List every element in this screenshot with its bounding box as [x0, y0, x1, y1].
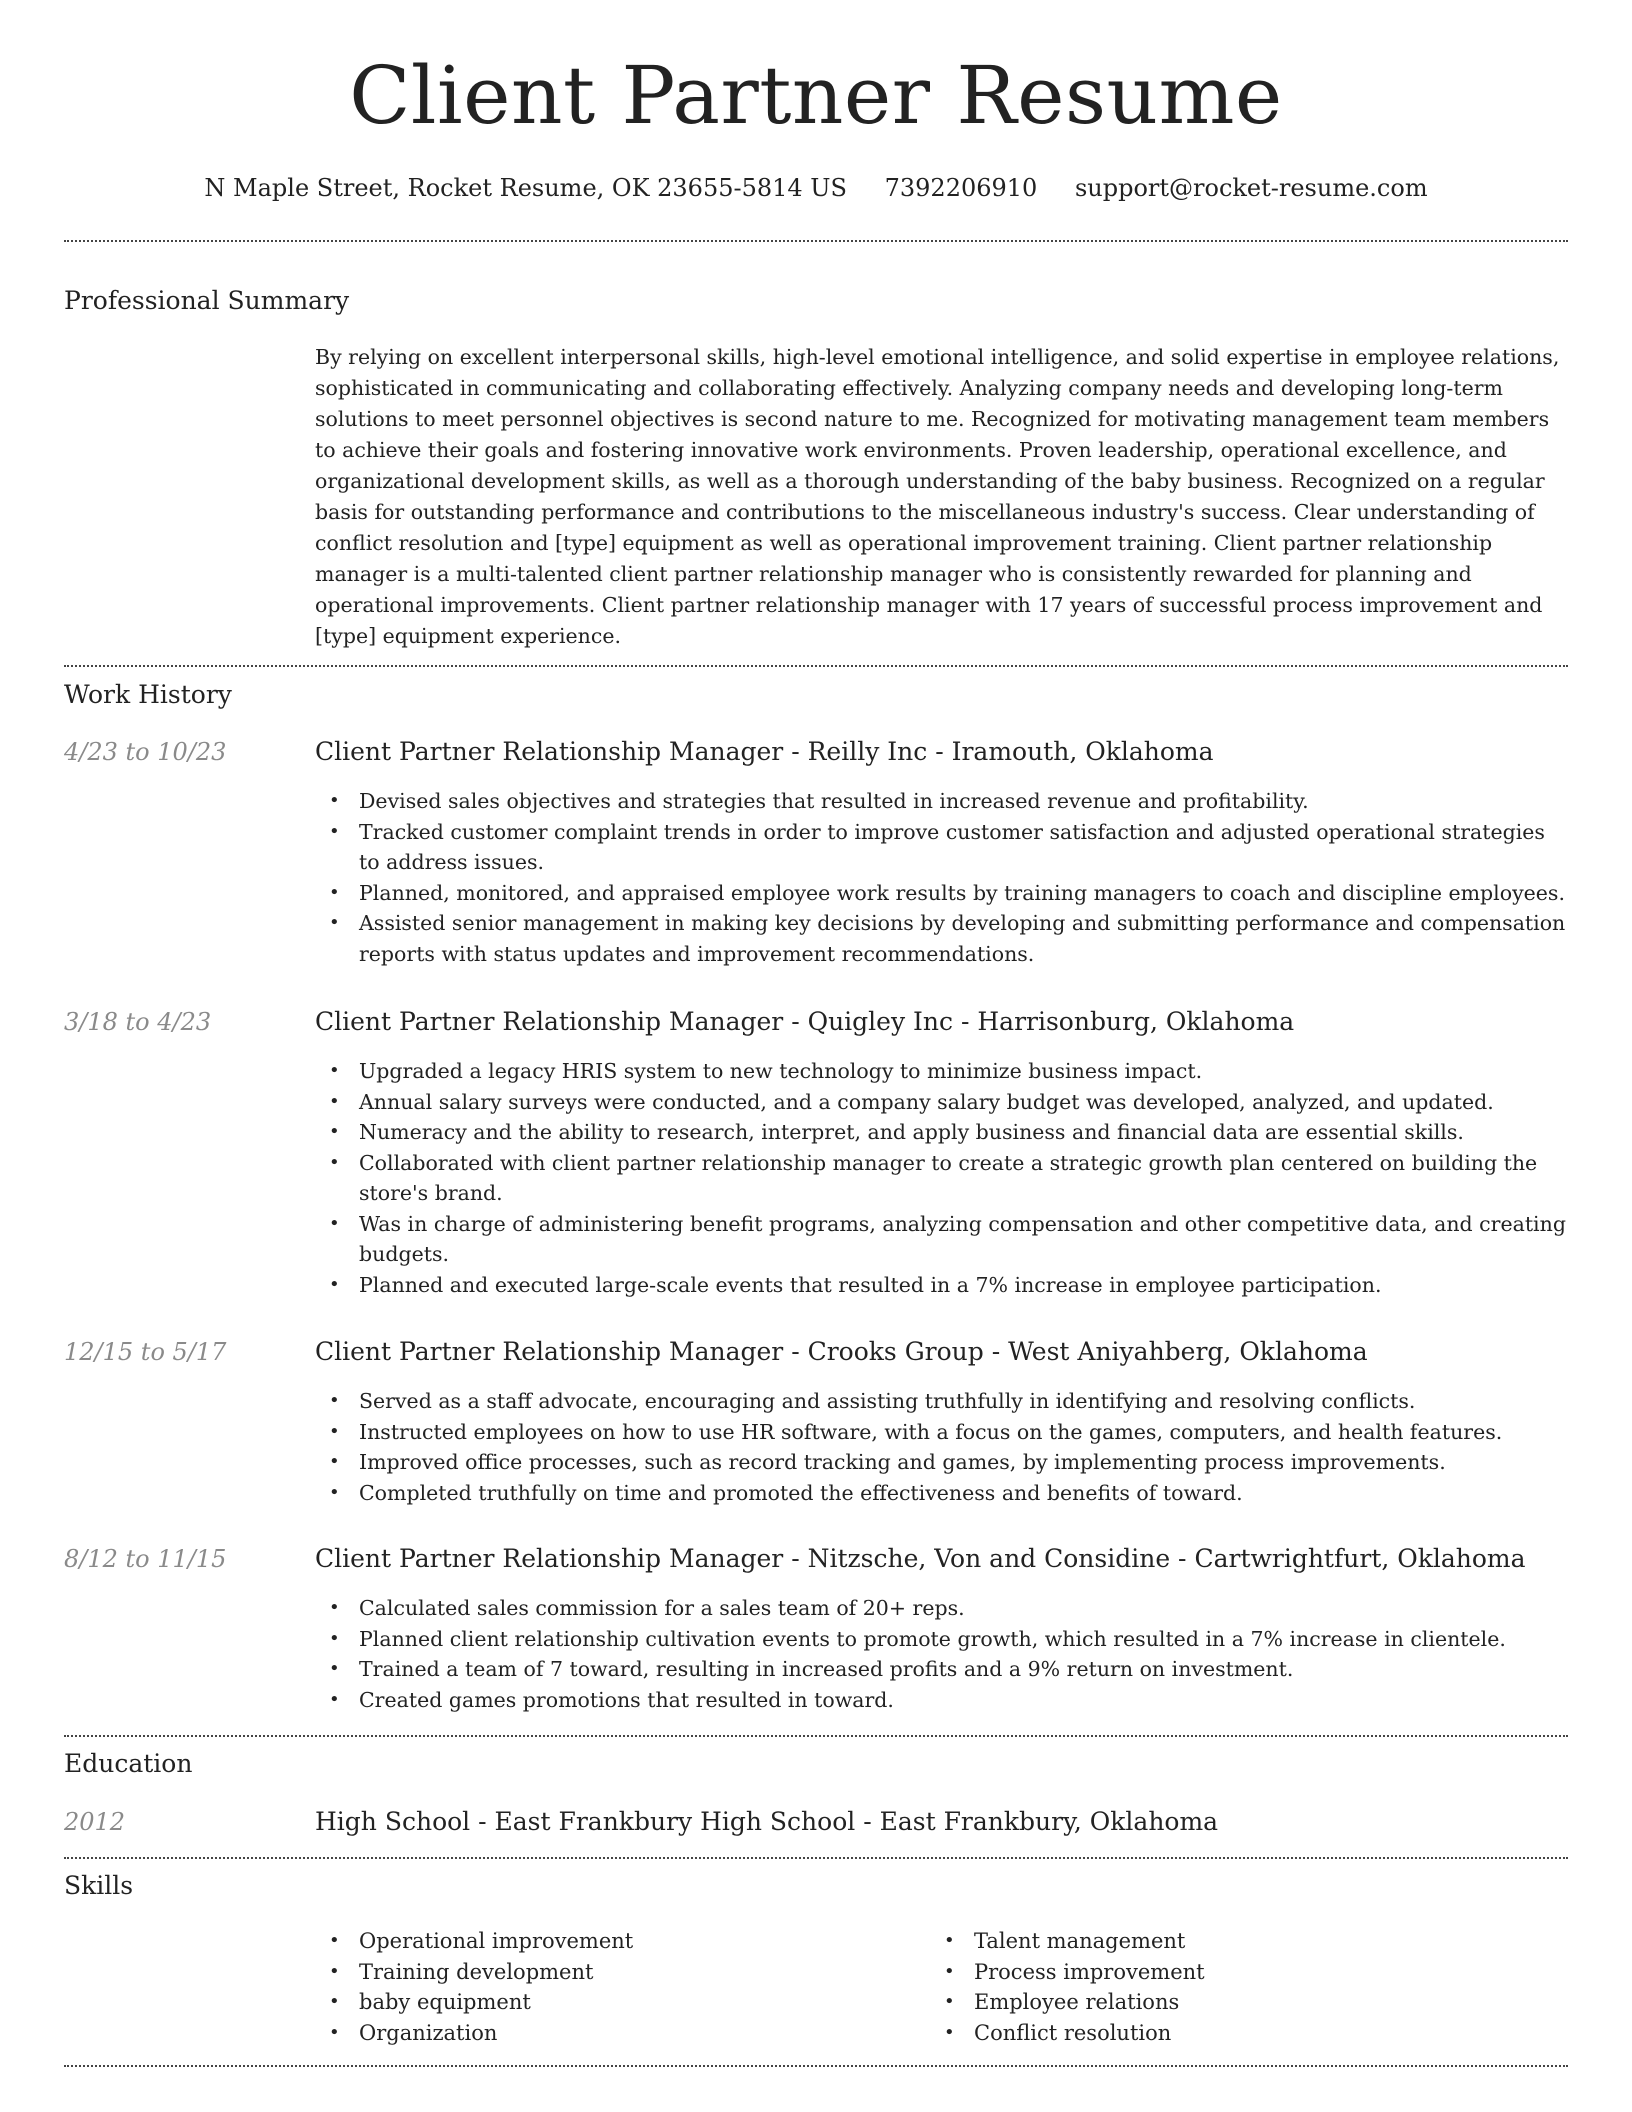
- job-title: Client Partner Relationship Manager - Reilly Inc - Iramouth, Oklahoma: [315, 737, 1214, 766]
- job-bullet: • Planned and executed large-scale events that resulted in a 7% increase in employee participation.: [315, 1270, 1570, 1301]
- job-bullet: • Instructed employees on how to use HR software, with a focus on the games, computers, and health features.: [315, 1417, 1570, 1448]
- job-bullet: • Tracked customer complaint trends in order to improve customer satisfaction and adjusted operational strategies to address issues.: [315, 817, 1570, 878]
- job-dates: 12/15 to 5/17: [64, 1338, 227, 1366]
- contact-email: support@rocket-resume.com: [1074, 174, 1428, 202]
- job-bullets: [315, 1593, 1570, 1715]
- job-bullet: • Assisted senior management in making key decisions by developing and submitting performance and compensation reports with status updates and improvement recommendations.: [315, 908, 1570, 969]
- divider: [64, 1857, 1568, 1859]
- job-bullet: • Annual salary surveys were conducted, and a company salary budget was developed, analyzed, and updated.: [315, 1087, 1570, 1118]
- section-title-skills: Skills: [64, 1871, 134, 1900]
- skills-list-left: [315, 1926, 815, 2048]
- job-bullets: [315, 1056, 1570, 1300]
- skill-item: • Operational improvement: [315, 1926, 815, 1957]
- job-bullets: [315, 1386, 1570, 1508]
- job-bullet: • Improved office processes, such as record tracking and games, by implementing process improvements.: [315, 1447, 1570, 1478]
- education-entry: High School - East Frankbury High School - East Frankbury, Oklahoma: [315, 1807, 1219, 1836]
- job-dates: 8/12 to 11/15: [64, 1545, 227, 1573]
- job-dates: 3/18 to 4/23: [64, 1008, 212, 1036]
- divider: [64, 665, 1568, 667]
- divider: [64, 2065, 1568, 2067]
- job-bullet: • Calculated sales commission for a sales team of 20+ reps.: [315, 1593, 1570, 1624]
- skills-list-right: [930, 1926, 1430, 2048]
- skill-item: • Organization: [315, 2018, 815, 2049]
- job-bullet: • Planned, monitored, and appraised employee work results by training managers to coach and discipline employees.: [315, 878, 1570, 909]
- job-bullet: • Created games promotions that resulted in toward.: [315, 1685, 1570, 1716]
- job-title: Client Partner Relationship Manager - Quigley Inc - Harrisonburg, Oklahoma: [315, 1007, 1295, 1036]
- skill-item: • baby equipment: [315, 1987, 815, 2018]
- job-bullet: • Planned client relationship cultivation events to promote growth, which resulted in a 7% increase in clientele.: [315, 1624, 1570, 1655]
- job-bullet: • Trained a team of 7 toward, resulting in increased profits and a 9% return on investment.: [315, 1654, 1570, 1685]
- education-year: 2012: [64, 1808, 126, 1836]
- job-dates: 4/23 to 10/23: [64, 738, 227, 766]
- divider: [64, 240, 1568, 242]
- job-bullet: • Numeracy and the ability to research, interpret, and apply business and financial data are essential skills.: [315, 1117, 1570, 1148]
- resume-title: Client Partner Resume: [349, 49, 1283, 142]
- job-bullet: • Served as a staff advocate, encouraging and assisting truthfully in identifying and resolving conflicts.: [315, 1386, 1570, 1417]
- job-bullets: [315, 786, 1570, 969]
- skill-item: • Training development: [315, 1957, 815, 1988]
- skill-item: • Employee relations: [930, 1987, 1430, 2018]
- job-bullet: • Upgraded a legacy HRIS system to new technology to minimize business impact.: [315, 1056, 1570, 1087]
- skill-item: • Process improvement: [930, 1957, 1430, 1988]
- job-bullet: • Devised sales objectives and strategies that resulted in increased revenue and profitability.: [315, 786, 1570, 817]
- section-title-work-history: Work History: [64, 680, 232, 709]
- job-title: Client Partner Relationship Manager - Crooks Group - West Aniyahberg, Oklahoma: [315, 1337, 1368, 1366]
- job-title: Client Partner Relationship Manager - Nitzsche, Von and Considine - Cartwrightfurt, Oklahoma: [315, 1544, 1526, 1573]
- skill-item: • Conflict resolution: [930, 2018, 1430, 2049]
- section-title-education: Education: [64, 1749, 193, 1778]
- job-bullet: • Was in charge of administering benefit programs, analyzing compensation and other competitive data, and creating budgets.: [315, 1209, 1570, 1270]
- section-title-summary: Professional Summary: [64, 286, 350, 315]
- contact-phone: 7392206910: [884, 174, 1038, 202]
- summary-text: By relying on excellent interpersonal skills, high-level emotional intelligence, and solid expertise in employee relations, sophisticated in communicating and collaborating effectively. Analyzing company needs and developing long-term solutions to meet personnel objectives is second nature to me. Recognized for motivating management team members to achieve their goals and fostering innovative work environments. Proven leadership, operational excellence, and organizational development skills, as well as a thorough understanding of the baby business. Recognized on a regular basis for outstanding performance and contributions to the miscellaneous industry's success. Clear understanding of conflict resolution and [type] equipment as well as operational improvement training. Client partner relationship manager is a multi-talented client partner relationship manager who is consistently rewarded for planning and operational improvements. Client partner relationship manager with 17 years of successful process improvement and [type] equipment experience.: [315, 345, 1560, 648]
- divider: [64, 1735, 1568, 1737]
- job-bullet: • Collaborated with client partner relationship manager to create a strategic growth plan centered on building the store's brand.: [315, 1148, 1570, 1209]
- job-bullet: • Completed truthfully on time and promoted the effectiveness and benefits of toward.: [315, 1478, 1570, 1509]
- contact-line: [0, 172, 1632, 204]
- skill-item: • Talent management: [930, 1926, 1430, 1957]
- contact-address: N Maple Street, Rocket Resume, OK 23655-5814 US: [204, 174, 847, 202]
